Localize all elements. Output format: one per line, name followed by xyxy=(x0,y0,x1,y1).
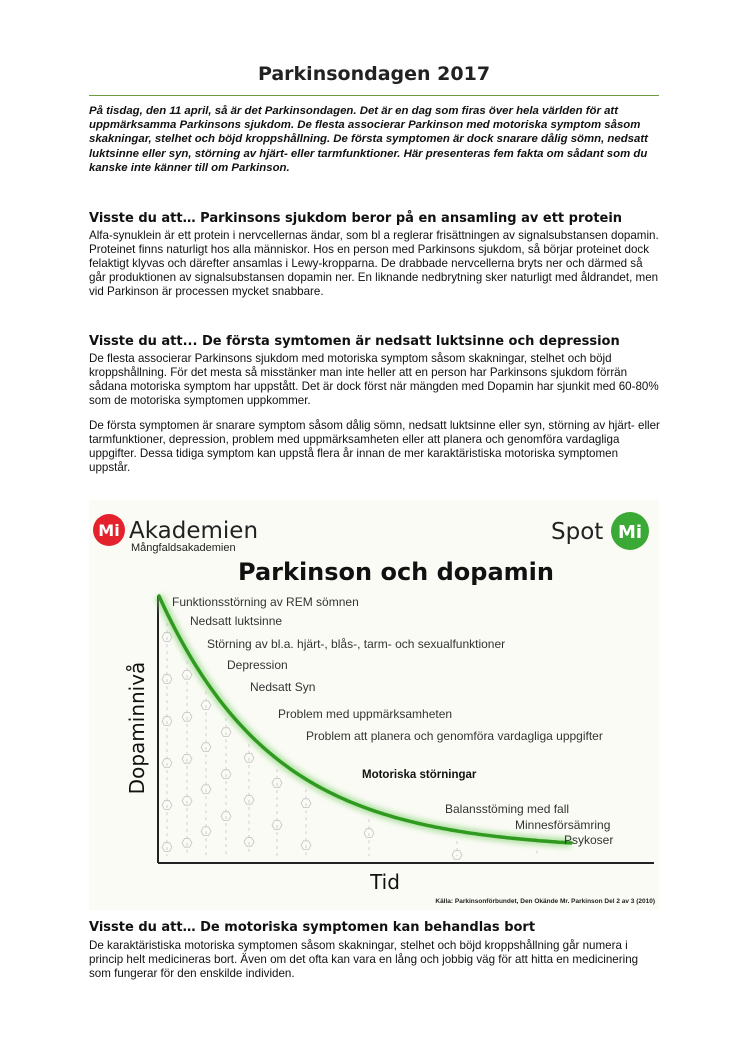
label-memory: Minnesförsämring xyxy=(515,818,611,832)
section-paragraph-first-symptoms-2: De första symptomen är snarare symptom såsom dålig sömn, nedsatt luktsinne eller syn, störning av hjärt- eller tarmfunktioner, depression, problem med uppmärksamheten eller att planera och genomföra vardagliga uppgifter. Dessa tidiga symptom kan uppstå flera år innan de mer karaktäristiska motoriska symptomen uppstår. xyxy=(89,419,660,475)
intro-paragraph: På tisdag, den 11 april, så är det Parkinsondagen. Det är en dag som firas över hela världen för att uppmärksamma Parkinsons sjukdom. De flesta associerar Parkinson med motoriska symptom såsom skakningar, stelhet och böjd kroppshållning. De första symptomen är dock snarare dålig sömn, nedsatt luktsinne eller syn, störning av hjärt- eller tarmfunktioner. Här presenteras fem fakta om sådant som du kanske inte känner till om Parkinson. xyxy=(89,105,648,174)
label-attention: Problem med uppmärksamheten xyxy=(278,707,453,721)
figure-title: Parkinson och dopamin xyxy=(238,558,554,586)
section-paragraph-treatment: De karaktäristiska motoriska symptomen såsom skakningar, stelhet och böjd kroppshållning går numera i princip helt medicineras bort. Även om det ofta kan vara en lång och jobbig väg för att hitta en medicinering som fungerar för den enskilde individen. xyxy=(89,939,639,981)
molecule-ring xyxy=(162,675,172,684)
molecule-ring xyxy=(244,796,254,805)
molecule-ring xyxy=(162,843,172,852)
spot-wordmark: Spot xyxy=(551,519,604,545)
molecule-ring xyxy=(221,728,231,737)
label-depression: Depression xyxy=(227,658,288,672)
molecule-ring xyxy=(162,801,172,810)
section-paragraph-protein: Alfa-synuklein är ett protein i nervcellernas ändar, som bl a reglerar frisättningen av signalsubstansen dopamin. Proteinet finns naturligt hos alla människor. Hos en person med Parkinsons sjukdom, så börjar proteinet dock felaktigt klyvas och därefter ansamlas i Lewy-kropparna. De drabbade nervcellerna bryts ner och därmed så går produktionen av signalsubstansen dopamin ner. En liknande nedbrytning sker naturligt med åldrandet, men vid Parkinson är processen mycket snabbare. xyxy=(89,229,659,299)
label-motor: Motoriska störningar xyxy=(362,769,477,781)
miakademien-logo xyxy=(93,514,258,554)
molecule-ring xyxy=(272,779,282,788)
label-planning: Problem att planera och genomföra vardagliga uppgifter xyxy=(306,729,603,743)
mi-badge-right-text: Mi xyxy=(617,522,643,543)
molecule-ring xyxy=(244,838,254,847)
figure-source: Källa: Parkinsonförbundet, Den Okände Mr. Parkinson Del 2 av 3 (2010) xyxy=(435,898,655,905)
mangfaldsakademien-subtitle: Mångfaldsakademien xyxy=(131,542,236,554)
molecule-ring xyxy=(452,851,462,860)
label-smell: Nedsatt luktsinne xyxy=(190,614,283,628)
label-rem-sleep: Funktionsstörning av REM sömnen xyxy=(172,595,359,609)
section-heading-protein: Visste du att… Parkinsons sjukdom beror på en ansamling av ett protein xyxy=(89,211,623,226)
mi-badge-left-text: Mi xyxy=(98,521,120,540)
label-vision: Nedsatt Syn xyxy=(250,680,316,694)
label-autonomic: Störning av bl.a. hjärt-, blås-, tarm- och sexualfunktioner xyxy=(207,637,506,651)
x-axis-title: Tid xyxy=(370,870,400,894)
label-psychosis: Psykoser xyxy=(564,833,614,847)
spotmi-logo xyxy=(551,512,649,550)
parkinson-dopamine-figure xyxy=(89,500,659,910)
molecule-ring xyxy=(162,633,172,642)
molecule-ring xyxy=(162,759,172,768)
molecule-ring xyxy=(272,821,282,830)
title-divider xyxy=(89,95,659,96)
molecule-ring xyxy=(221,812,231,821)
section-heading-treatment: Visste du att… De motoriska symptomen kan behandlas bort xyxy=(89,920,536,935)
molecule-ring xyxy=(301,841,311,850)
figure-svg xyxy=(89,500,659,910)
molecule-ring xyxy=(244,754,254,763)
molecule-ring xyxy=(162,717,172,726)
y-axis-title: Dopaminnivå xyxy=(125,661,149,795)
akademien-wordmark: Akademien xyxy=(129,518,259,544)
page-title: Parkinsondagen 2017 xyxy=(257,63,491,85)
molecule-ring xyxy=(301,799,311,808)
molecule-ring xyxy=(221,770,231,779)
section-heading-first-symptoms: Visste du att... De första symtomen är nedsatt luktsinne och depression xyxy=(89,334,620,349)
label-balance: Balansstöming med fall xyxy=(445,802,570,816)
section-paragraph-first-symptoms-1: De flesta associerar Parkinsons sjukdom med motoriska symptom såsom skakningar, stelhet och böjd kroppshållning. För det mesta så misstänker man inte heller att en person har Parkinsons sjukdom förrän sådana motoriska symptom har uppstått. Det är dock först när mängden med Dopamin har sjunkit med 60-80% som de motoriska symptomen uppkommer. xyxy=(89,352,659,408)
